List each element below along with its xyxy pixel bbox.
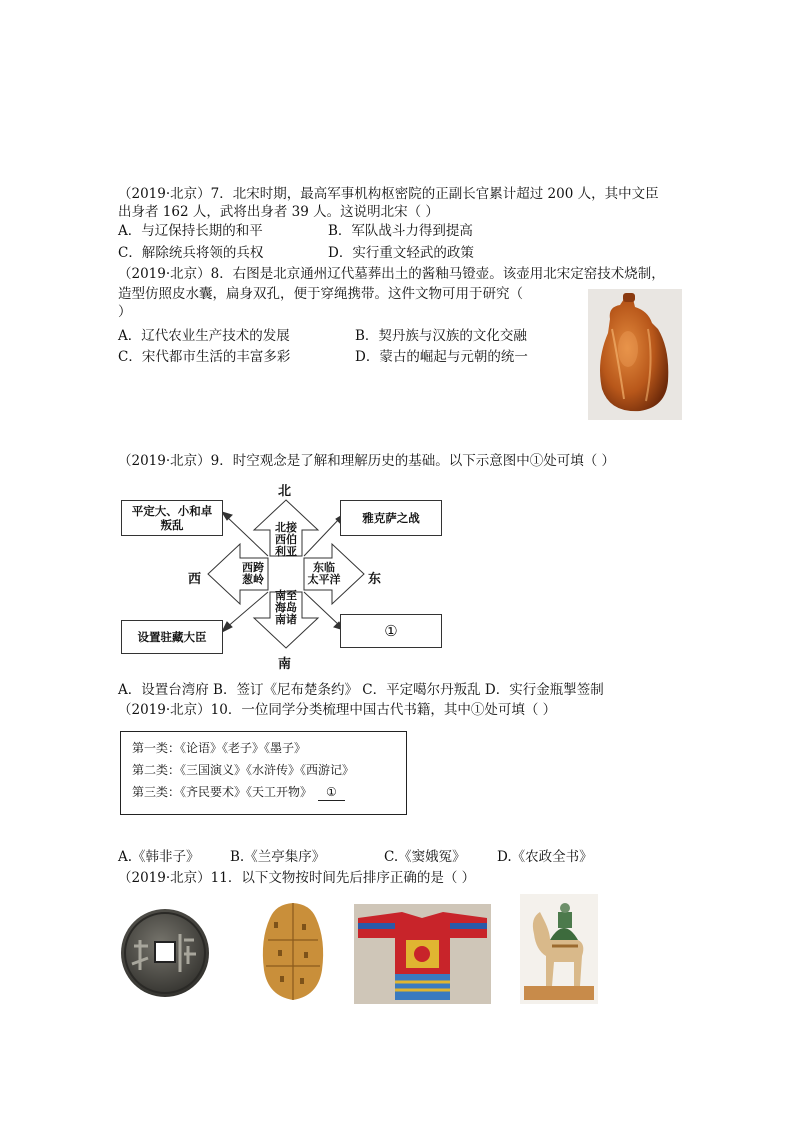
- q7-stem-line2: 出身者 162 人，武将出身者 39 人。这说明北宋（ ）: [118, 204, 439, 220]
- box-quell-rebellion: 平定大、小和卓 叛乱: [121, 500, 223, 536]
- category-3-text: 第三类：《齐民要术》《天工开物》: [132, 785, 313, 799]
- q10-option-c[interactable]: C.《窦娥冤》: [384, 849, 466, 865]
- q9-stem: （2019·北京）9．时空观念是了解和理解历史的基础。以下示意图中①处可填（ ）: [118, 453, 616, 469]
- arm-west-text: 西跨 葱岭: [242, 561, 264, 586]
- arm-south-text: 南至 海岛 南诸: [275, 589, 297, 626]
- q11-stem: （2019·北京）11．以下文物按时间先后排序正确的是（ ）: [118, 870, 476, 886]
- dragon-robe-image: [354, 904, 491, 1004]
- q10-option-b[interactable]: B.《兰亭集序》: [230, 849, 326, 865]
- oracle-shell-image: [258, 900, 328, 1003]
- arm-north-text: 北接 西伯 利亚: [275, 521, 297, 558]
- q8-option-a[interactable]: A．辽代农业生产技术的发展: [118, 328, 290, 344]
- q8-option-b[interactable]: B．契丹族与汉族的文化交融: [355, 328, 527, 344]
- q8-option-d[interactable]: D．蒙古的崛起与元朝的统一: [355, 349, 528, 365]
- q8-option-c[interactable]: C．宋代都市生活的丰富多彩: [118, 349, 291, 365]
- direction-east: 东: [368, 572, 382, 587]
- category-2: 第二类：《三国演义》《水浒传》《西游记》: [132, 763, 355, 777]
- category-1: 第一类：《论语》《老子》《墨子》: [132, 741, 307, 755]
- direction-south: 南: [278, 657, 292, 672]
- box-tibet-minister: 设置驻藏大臣: [121, 620, 223, 654]
- box-yaksa-battle: 雅克萨之战: [340, 500, 442, 536]
- q9-diagram: [118, 478, 448, 670]
- q7-option-d[interactable]: D．实行重文轻武的政策: [328, 245, 474, 261]
- stirrup-pot-image: [588, 289, 682, 420]
- q8-stem-line1: （2019·北京）8．右图是北京通州辽代墓葬出土的酱釉马镫壶。该壶用北宋定窑技术烧制，: [118, 266, 665, 282]
- q10-option-d[interactable]: D.《农政全书》: [497, 849, 593, 865]
- q7-option-b[interactable]: B．军队战斗力得到提高: [328, 223, 473, 239]
- direction-west: 西: [188, 572, 202, 587]
- q10-option-a[interactable]: A.《韩非子》: [118, 849, 200, 865]
- tricolor-camel-image: [520, 894, 598, 1004]
- coin-image: [118, 906, 213, 999]
- direction-north: 北: [278, 484, 292, 499]
- q10-stem: （2019·北京）10．一位同学分类梳理中国古代书籍，其中①处可填（ ）: [118, 702, 557, 718]
- box-blank-1: ①: [340, 614, 442, 648]
- q8-stem-line3: ）: [118, 304, 132, 320]
- q7-option-a[interactable]: A．与辽保持长期的和平: [118, 223, 263, 239]
- category-3-blank: ①: [318, 784, 345, 801]
- q9-options[interactable]: A．设置台湾府 B．签订《尼布楚条约》 C．平定噶尔丹叛乱 D．实行金瓶掣签制: [118, 682, 604, 698]
- q7-option-c[interactable]: C．解除统兵将领的兵权: [118, 245, 264, 261]
- arm-east-text: 东临 太平洋: [307, 561, 341, 586]
- q7-stem-line1: （2019·北京）7．北宋时期，最高军事机构枢密院的正副长官累计超过 200 人，其中文臣: [118, 186, 659, 202]
- category-3: [132, 784, 345, 801]
- q8-stem-line2: 造型仿照皮水囊，扁身双孔，便于穿绳携带。这件文物可用于研究（: [118, 286, 523, 302]
- book-category-box: [120, 731, 407, 815]
